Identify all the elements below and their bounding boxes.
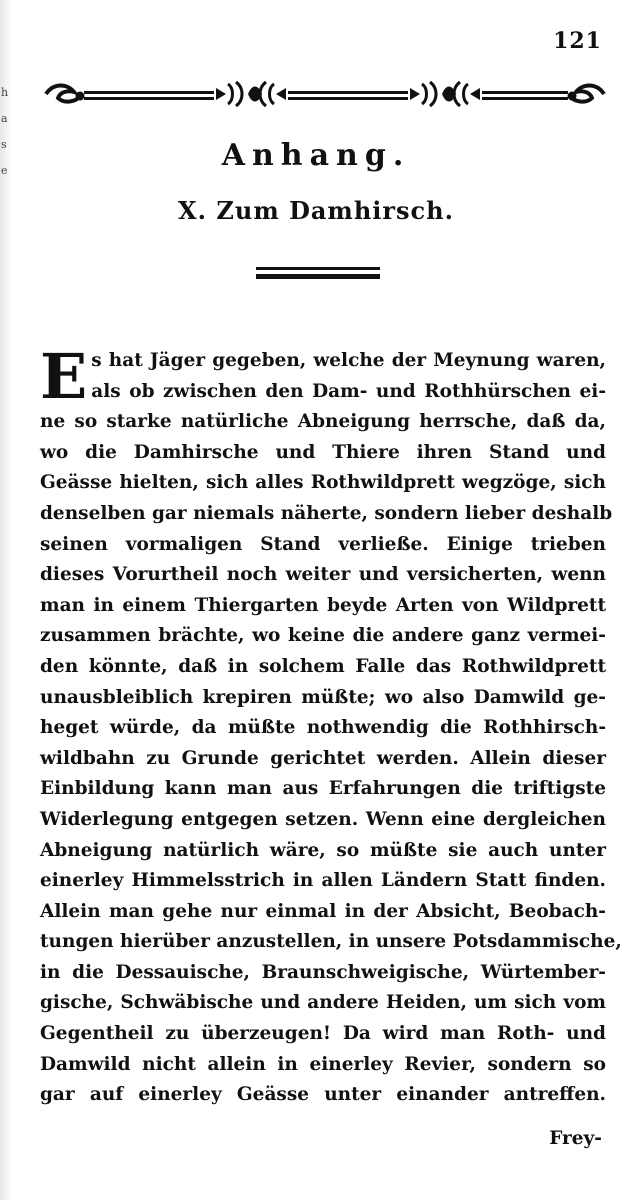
text-line: den könnte, daß in solchem Falle das Rothwildprett: [40, 655, 606, 677]
margin-fragment: h: [1, 86, 9, 99]
text-line: ne so starke natürliche Abneigung herrsche, daß da,: [40, 411, 606, 433]
text-line: Widerlegung entgegen setzen. Wenn eine dergleichen: [40, 808, 606, 830]
text-line: unausbleiblich krepiren müßte; wo also Damwild ge-: [40, 686, 606, 708]
margin-fragment: s: [1, 138, 7, 151]
text-line: gische, Schwäbische und andere Heiden, um sich vom: [40, 992, 606, 1014]
text-line: Einbildung kann man aus Erfahrungen die triftigste: [40, 778, 606, 800]
text-line: Allein man gehe nur einmal in der Absicht, Beobach-: [40, 900, 606, 922]
text-line: Damwild nicht allein in einerley Revier, sondern so: [40, 1053, 606, 1075]
text-line: heget würde, da müßte nothwendig die Rothhirsch-: [40, 717, 606, 739]
margin-fragment: e: [1, 164, 8, 177]
text-line: denselben gar niemals näherte, sondern lieber deshalb: [40, 502, 613, 524]
section-subtitle: X. Zum Damhirsch.: [178, 196, 454, 225]
page-gutter: [0, 0, 12, 1200]
section-title: Anhang.: [221, 138, 411, 173]
text-line: zusammen brächte, wo keine die andere ganz vermei-: [40, 625, 606, 647]
page-number: 121: [553, 28, 602, 54]
text-line: einerley Himmelsstrich in allen Ländern Statt finden.: [40, 870, 606, 892]
text-line: Gegentheil zu überzeugen! Da wird man Roth- und: [40, 1023, 606, 1045]
double-rule-divider: [256, 266, 380, 280]
text-line: tungen hierüber anzustellen, in unsere Potsdammische,: [40, 931, 622, 953]
ornament-rule: [44, 74, 606, 114]
text-line: als ob zwischen den Dam- und Rothhürschen ei-: [91, 380, 606, 402]
text-line: dieses Vorurtheil noch weiter und versicherten, wenn: [40, 564, 606, 586]
text-line: wildbahn zu Grunde gerichtet werden. Allein dieser: [40, 747, 606, 769]
drop-cap: E: [40, 340, 88, 413]
catchword: Frey-: [549, 1128, 602, 1149]
text-line: man in einem Thiergarten beyde Arten von Wildprett: [40, 594, 606, 616]
text-line: seinen vormaligen Stand verließe. Einige trieben: [40, 533, 606, 555]
text-line: in die Dessauische, Braunschweigische, Würtember-: [40, 961, 606, 983]
text-line: wo die Damhirsche und Thiere ihren Stand und: [40, 441, 606, 463]
first-line-text: s hat Jäger gegeben, welche der Meynung waren,: [91, 350, 606, 371]
text-line: Abneigung natürlich wäre, so müßte sie auch unter: [40, 839, 606, 861]
body-text: [40, 340, 622, 1111]
margin-fragment: a: [1, 112, 8, 125]
text-line: gar auf einerley Geässe unter einander antreffen.: [40, 1084, 606, 1106]
text-line: Geässe hielten, sich alles Rothwildprett wegzöge, sich: [40, 472, 606, 494]
